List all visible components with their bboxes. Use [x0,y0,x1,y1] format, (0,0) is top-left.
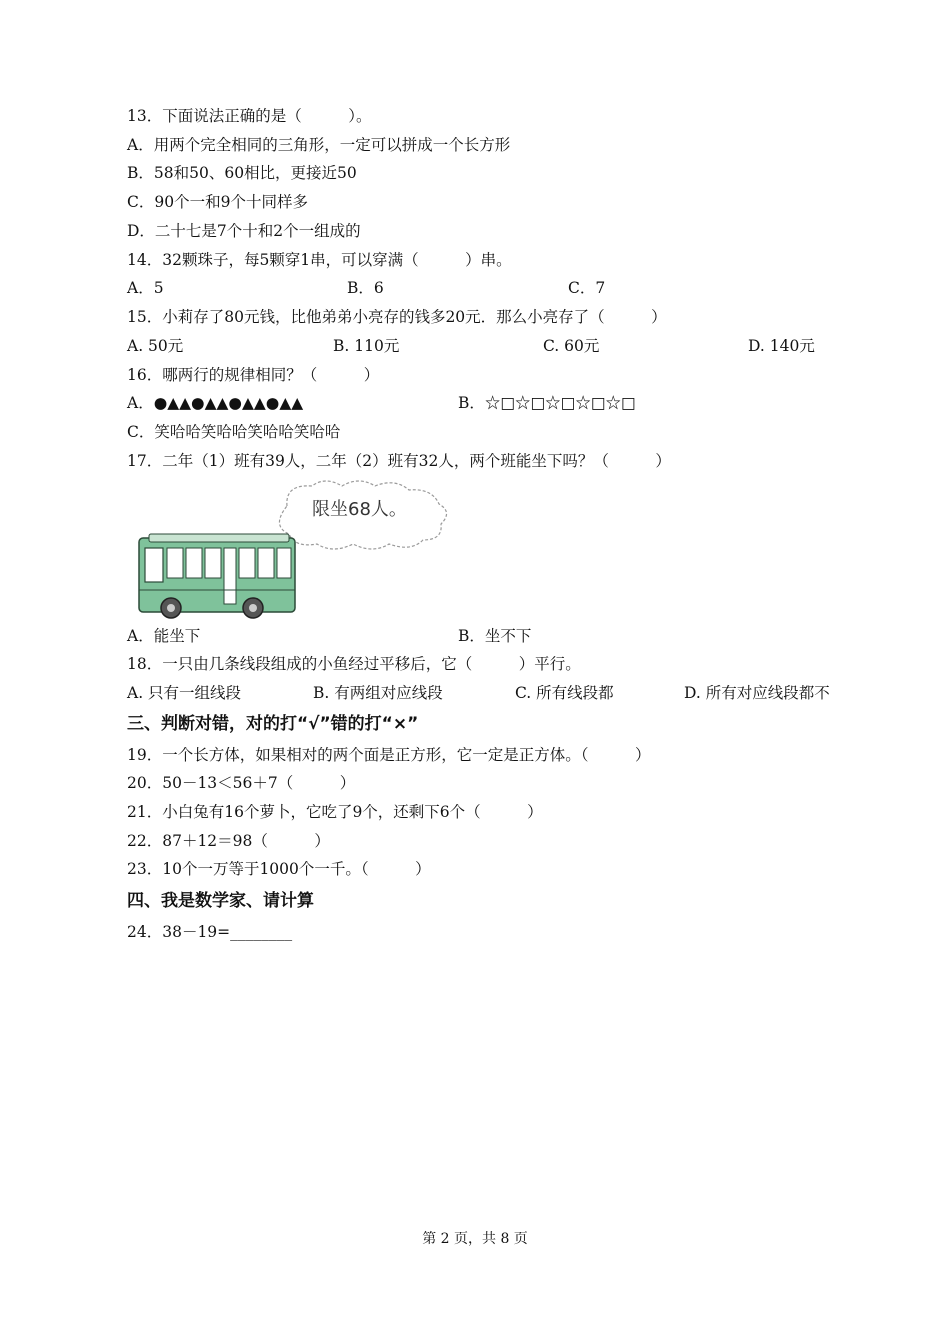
question-17-option-b: B．坐不下 [458,627,532,645]
question-17-stem: 17．二年（1）班有39人，二年（2）班有32人，两个班能坐下吗？（ ） [127,452,671,470]
question-16-option-b: B．☆□☆□☆□☆□☆□ [458,394,636,412]
question-15-option-d: D. 140元 [748,337,815,355]
bus-icon [139,534,295,618]
bubble-text: 限坐68人。 [312,499,407,520]
question-16-option-a: A．●▲▲●▲▲●▲▲●▲▲ [127,394,304,412]
question-14-option-c: C．7 [568,279,606,297]
question-15-option-a: A. 50元 [127,337,184,355]
question-15-stem: 15．小莉存了80元钱，比他弟弟小亮存的钱多20元．那么小亮存了（ ） [127,308,667,326]
page-footer: 第 2 页，共 8 页 [422,1231,528,1247]
question-16-stem: 16．哪两行的规律相同？（ ） [127,366,380,384]
section-4-heading: 四、我是数学家、请计算 [127,891,314,911]
question-13-stem: 13．下面说法正确的是（ ）。 [127,107,372,125]
question-18-stem: 18．一只由几条线段组成的小鱼经过平移后，它（ ）平行。 [127,655,581,673]
bus-illustration [127,478,457,624]
question-23: 23．10个一万等于1000个一千。（ ） [127,860,431,878]
question-14-option-b: B．6 [347,279,384,297]
question-21: 21．小白兔有16个萝卜，它吃了9个，还剩下6个（ ） [127,803,543,821]
question-13-option-a: A．用两个完全相同的三角形，一定可以拼成一个长方形 [127,136,511,154]
question-18-option-b: B. 有两组对应线段 [313,684,443,702]
question-15-option-b: B. 110元 [333,337,400,355]
question-13-option-b: B．58和50、60相比，更接近50 [127,164,357,182]
question-17-option-a: A．能坐下 [127,627,201,645]
question-19: 19．一个长方体，如果相对的两个面是正方形，它一定是正方体。（ ） [127,746,651,764]
question-14-option-a: A．5 [127,279,164,297]
question-24: 24．38－19=________ [127,923,293,941]
section-3-heading: 三、判断对错，对的打“√”错的打“×” [127,714,419,734]
question-13-option-c: C．90个一和9个十同样多 [127,193,308,211]
question-18-option-d: D. 所有对应线段都不 [684,684,830,702]
speech-cloud [279,481,446,549]
question-15-option-c: C. 60元 [543,337,600,355]
question-18-option-c: C. 所有线段都 [515,684,614,702]
question-22: 22．87＋12＝98（ ） [127,832,330,850]
bus-figure-svg [127,478,457,624]
question-20: 20．50－13＜56＋7（ ） [127,774,356,792]
question-14-stem: 14．32颗珠子，每5颗穿1串，可以穿满（ ）串。 [127,251,512,269]
question-16-option-c: C．笑哈哈笑哈哈笑哈哈笑哈哈 [127,423,341,441]
question-18-option-a: A. 只有一组线段 [127,684,242,702]
question-13-option-d: D．二十七是7个十和2个一组成的 [127,222,361,240]
